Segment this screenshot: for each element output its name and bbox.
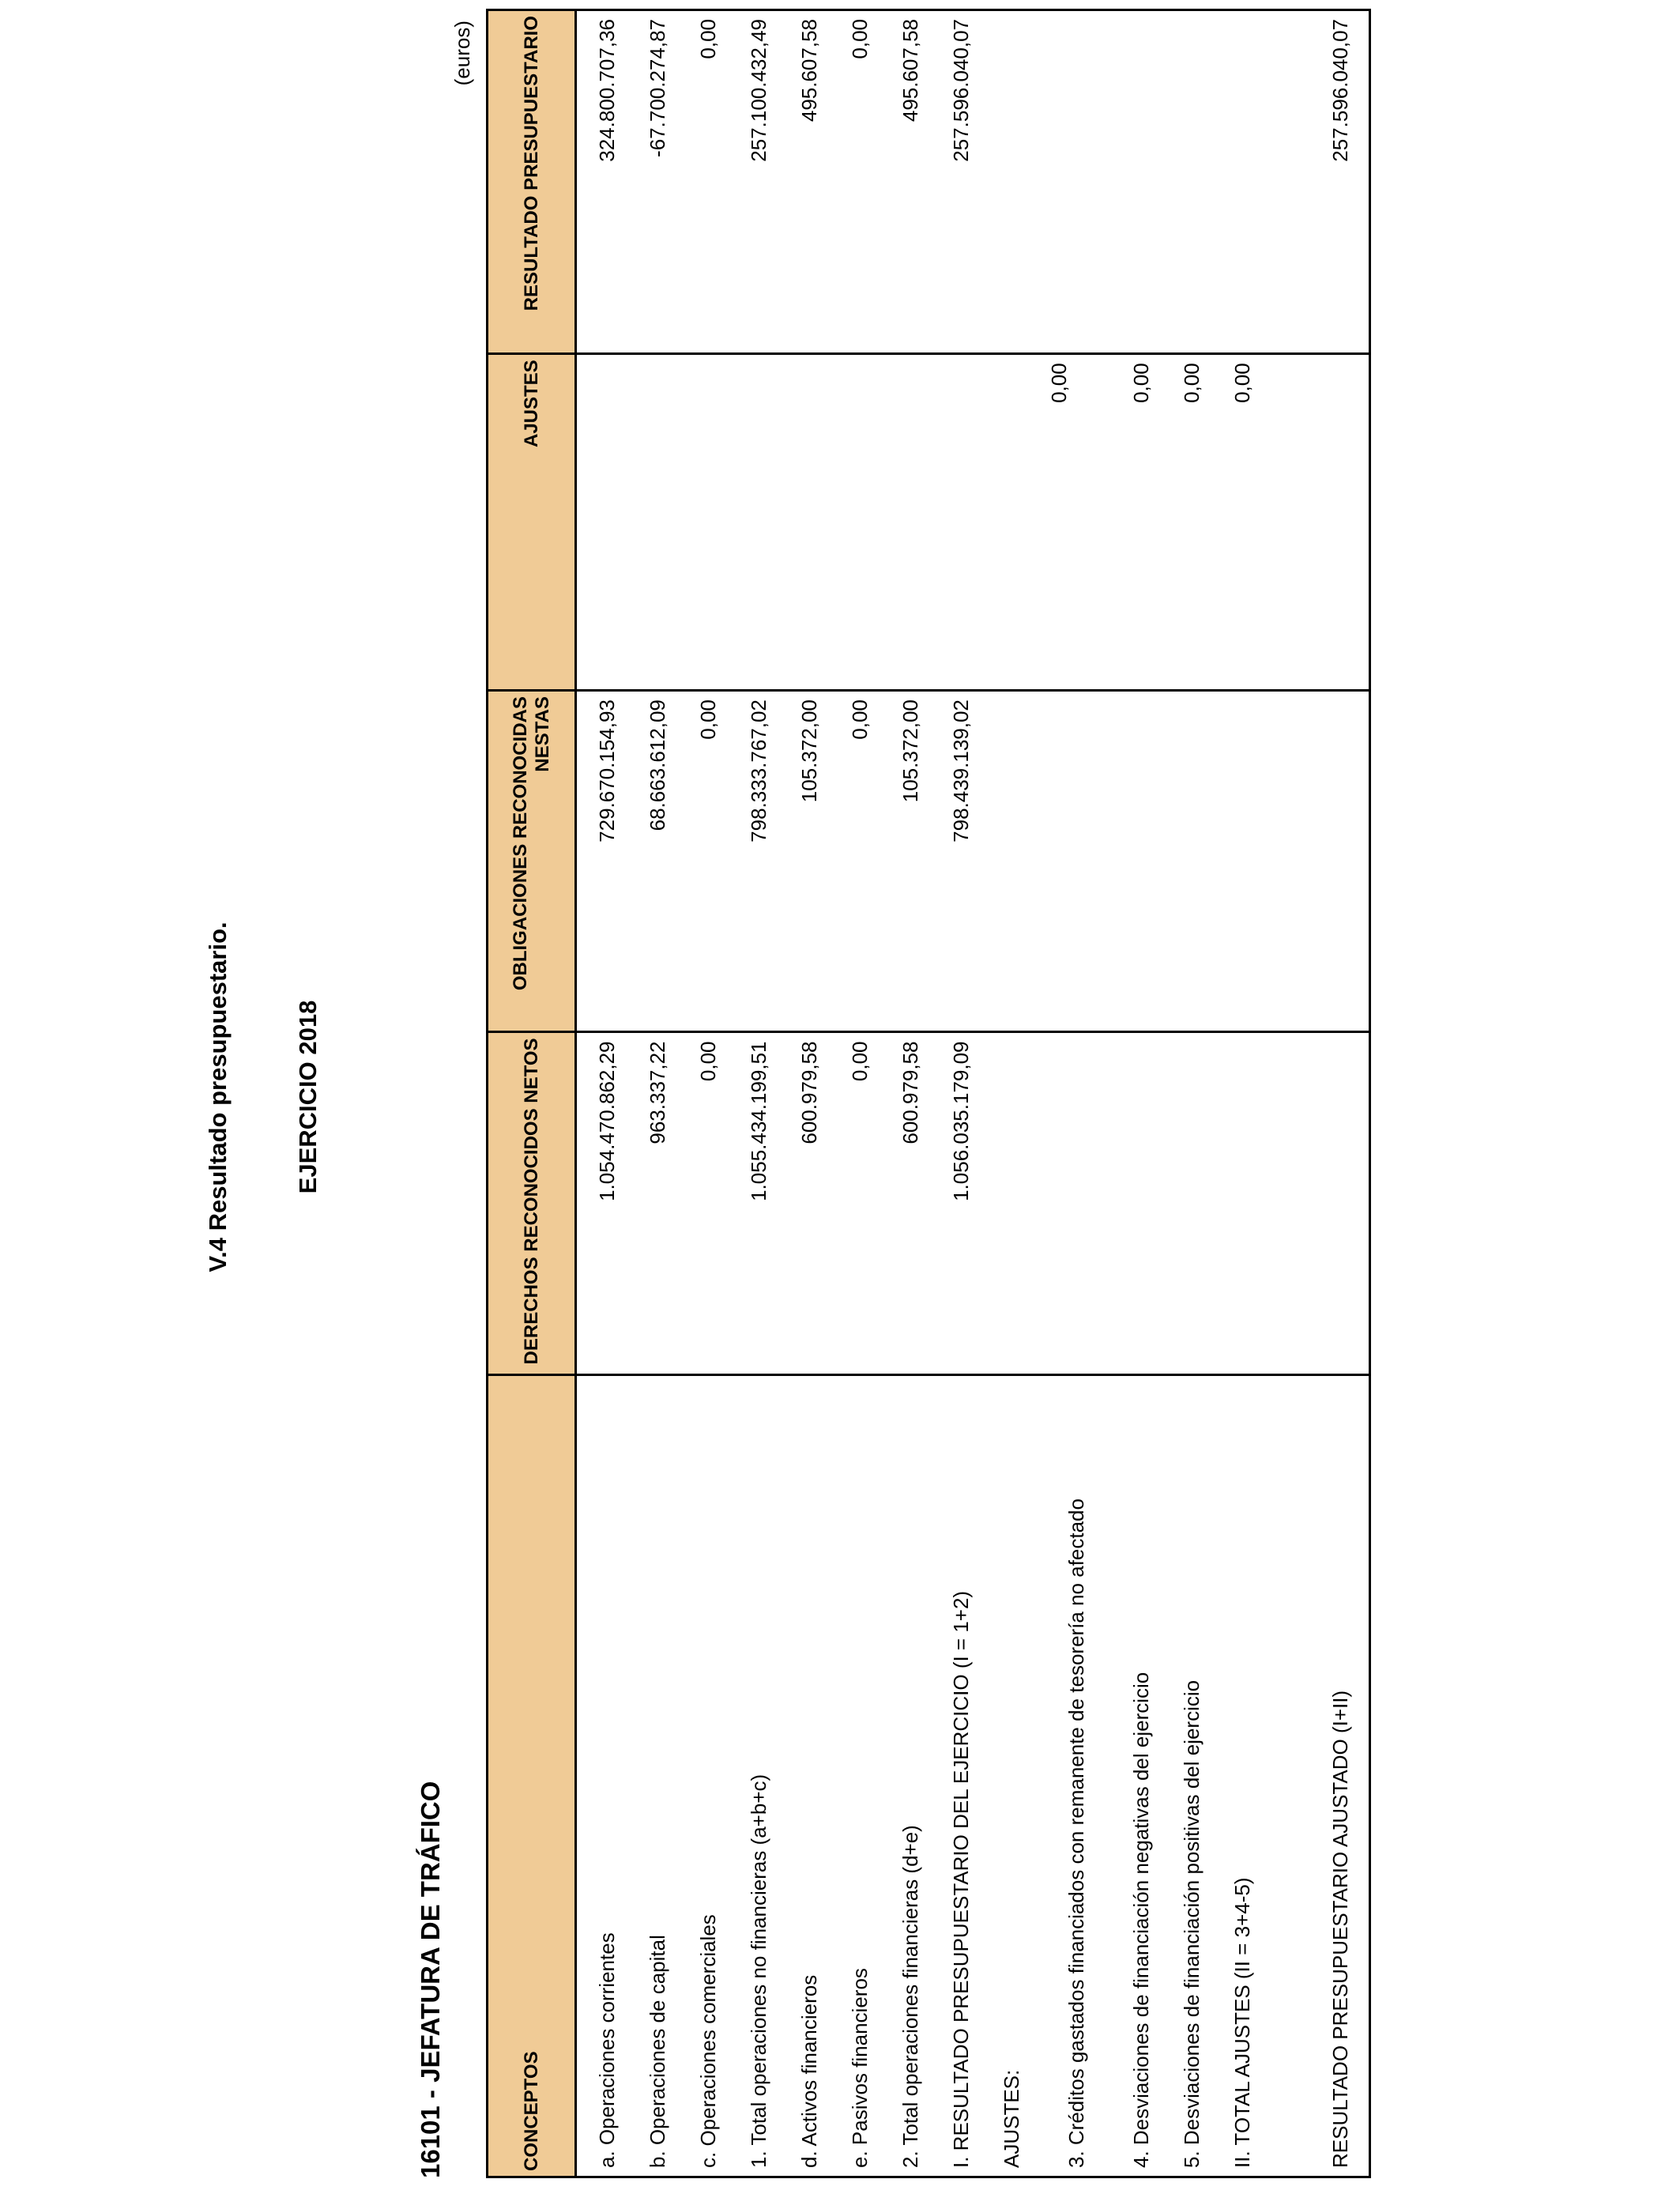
concept-cell: AJUSTES:: [986, 1375, 1037, 2177]
derechos-cell: [1166, 1032, 1217, 1375]
derechos-cell: 1.056.035.179,09: [936, 1032, 986, 1375]
resultado-cell: 324.800.707,36: [576, 10, 633, 354]
obligaciones-cell: [986, 691, 1037, 1032]
obligaciones-cell: [1116, 691, 1166, 1032]
obligaciones-cell: 0,00: [834, 691, 885, 1032]
ajustes-cell: 0,00: [1217, 354, 1268, 691]
concept-cell: 5. Desviaciones de financiación positivas del ejercicio: [1166, 1375, 1217, 2177]
entity-title: 16101 - JEFATURA DE TRÁFICO: [416, 1781, 445, 2178]
table-row: [885, 10, 936, 2177]
ajustes-cell: [936, 354, 986, 691]
obligaciones-cell: [1037, 691, 1116, 1032]
obligaciones-cell: [1268, 691, 1370, 1032]
concept-cell: RESULTADO PRESUPUESTARIO AJUSTADO (I+II): [1268, 1375, 1370, 2177]
obligaciones-cell: 105.372,00: [885, 691, 936, 1032]
concept-cell: d. Activos financieros: [784, 1375, 834, 2177]
ajustes-cell: [733, 354, 784, 691]
ajustes-cell: [632, 354, 683, 691]
resultado-cell: [1037, 10, 1116, 354]
table-row: [632, 10, 683, 2177]
table-row: [683, 10, 733, 2177]
concept-cell: e. Pasivos financieros: [834, 1375, 885, 2177]
concept-cell: I. RESULTADO PRESUPUESTARIO DEL EJERCICIO (I = 1+2): [936, 1375, 986, 2177]
resultado-cell: -67.700.274,87: [632, 10, 683, 354]
table-row: [1037, 10, 1116, 2177]
resultado-cell: 495.607,58: [784, 10, 834, 354]
obligaciones-cell: [1217, 691, 1268, 1032]
concept-cell: b. Operaciones de capital: [632, 1375, 683, 2177]
ajustes-cell: [885, 354, 936, 691]
units-label: (euros): [450, 21, 474, 86]
concept-cell: 3. Créditos gastados financiados con remanente de tesorería no afectado: [1037, 1375, 1116, 2177]
table-row: [936, 10, 986, 2177]
table-row: [576, 10, 633, 2177]
resultado-cell: [1217, 10, 1268, 354]
table-row: [986, 10, 1037, 2177]
budget-result-table: [486, 9, 1371, 2178]
concept-cell: 1. Total operaciones no financieras (a+b+c): [733, 1375, 784, 2177]
table-row: [733, 10, 784, 2177]
ajustes-cell: 0,00: [1116, 354, 1166, 691]
obligaciones-cell: 68.663.612,09: [632, 691, 683, 1032]
column-header-resultado: RESULTADO PRESUPUESTARIO: [488, 10, 576, 354]
derechos-cell: [986, 1032, 1037, 1375]
resultado-cell: 257.100.432,49: [733, 10, 784, 354]
fiscal-year-title: EJERCICIO 2018: [294, 1000, 322, 1194]
obligaciones-cell: 105.372,00: [784, 691, 834, 1032]
table-row: [784, 10, 834, 2177]
ajustes-cell: [683, 354, 733, 691]
derechos-cell: 0,00: [834, 1032, 885, 1375]
derechos-cell: [1116, 1032, 1166, 1375]
obligaciones-cell: 729.670.154,93: [576, 691, 633, 1032]
derechos-cell: [1217, 1032, 1268, 1375]
resultado-cell: 0,00: [834, 10, 885, 354]
table-row: [1217, 10, 1268, 2177]
resultado-cell: [986, 10, 1037, 354]
concept-cell: 4. Desviaciones de financiación negativas del ejercicio: [1116, 1375, 1166, 2177]
table-row: [1166, 10, 1217, 2177]
ajustes-cell: [576, 354, 633, 691]
ajustes-cell: [834, 354, 885, 691]
resultado-cell: 495.607,58: [885, 10, 936, 354]
resultado-cell: [1116, 10, 1166, 354]
resultado-cell: 257.596.040,07: [1268, 10, 1370, 354]
resultado-cell: 0,00: [683, 10, 733, 354]
page-title: V.4 Resultado presupuestario.: [204, 922, 232, 1272]
ajustes-cell: 0,00: [1166, 354, 1217, 691]
obligaciones-cell: [1166, 691, 1217, 1032]
resultado-cell: [1166, 10, 1217, 354]
table-row: [1116, 10, 1166, 2177]
obligaciones-cell: 798.439.139,02: [936, 691, 986, 1032]
obligaciones-cell: 0,00: [683, 691, 733, 1032]
derechos-cell: 600.979,58: [885, 1032, 936, 1375]
derechos-cell: 963.337,22: [632, 1032, 683, 1375]
concept-cell: II. TOTAL AJUSTES (II = 3+4-5): [1217, 1375, 1268, 2177]
column-header-conceptos: CONCEPTOS: [488, 1375, 576, 2177]
derechos-cell: [1268, 1032, 1370, 1375]
column-header-ajustes: AJUSTES: [488, 354, 576, 691]
ajustes-cell: [1268, 354, 1370, 691]
ajustes-cell: [986, 354, 1037, 691]
ajustes-cell: 0,00: [1037, 354, 1116, 691]
derechos-cell: [1037, 1032, 1116, 1375]
derechos-cell: 1.054.470.862,29: [576, 1032, 633, 1375]
ajustes-cell: [784, 354, 834, 691]
concept-cell: 2. Total operaciones financieras (d+e): [885, 1375, 936, 2177]
derechos-cell: 0,00: [683, 1032, 733, 1375]
column-header-derechos: DERECHOS RECONOCIDOS NETOS: [488, 1032, 576, 1375]
table-header-row: [488, 10, 576, 2177]
derechos-cell: 1.055.434.199,51: [733, 1032, 784, 1375]
concept-cell: c. Operaciones comerciales: [683, 1375, 733, 2177]
derechos-cell: 600.979,58: [784, 1032, 834, 1375]
table-row: [1268, 10, 1370, 2177]
column-header-obligaciones: OBLIGACIONES RECONOCIDAS NESTAS: [488, 691, 576, 1032]
table-row: [834, 10, 885, 2177]
concept-cell: a. Operaciones corrientes: [576, 1375, 633, 2177]
obligaciones-cell: 798.333.767,02: [733, 691, 784, 1032]
resultado-cell: 257.596.040,07: [936, 10, 986, 354]
